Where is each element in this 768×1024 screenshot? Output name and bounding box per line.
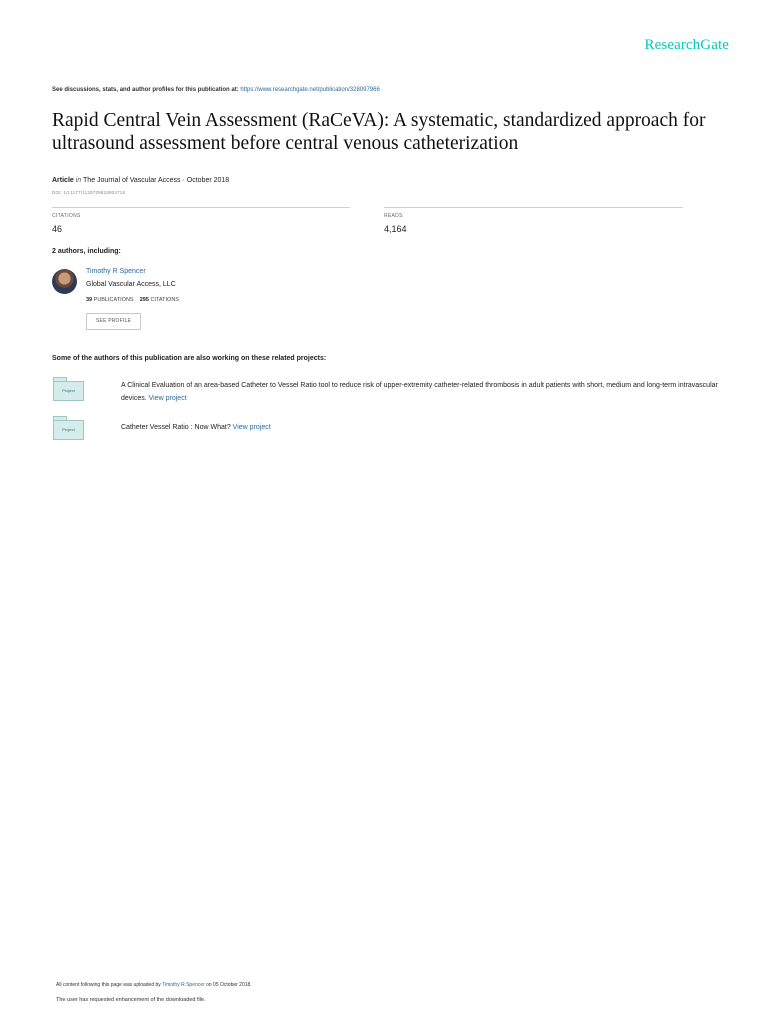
project-item bbox=[121, 421, 721, 434]
view-project-link[interactable]: View project bbox=[148, 395, 187, 402]
reads-label: READS bbox=[384, 213, 403, 219]
article-type: Article bbox=[52, 177, 74, 184]
article-meta bbox=[52, 177, 229, 184]
project-title: Catheter Vessel Ratio : Now What? bbox=[121, 424, 231, 431]
divider-citations bbox=[52, 207, 350, 208]
discussions-line bbox=[52, 87, 380, 93]
project-title: A Clinical Evaluation of an area-based Catheter to Vessel Ratio tool to reduce risk of upper-extremity catheter-related thrombosis in adult patients with short, medium and long-term intravascular devices. bbox=[121, 382, 718, 402]
discussions-label: See discussions, stats, and author profiles for this publication at: bbox=[52, 87, 239, 93]
author-publications-count: 39 bbox=[86, 297, 93, 303]
doi: DOI: 10.1177/1129729818804718 bbox=[52, 190, 126, 195]
upload-prefix: All content following this page was uploaded by bbox=[56, 982, 161, 988]
journal-date: The Journal of Vascular Access · October 2018 bbox=[83, 177, 230, 184]
uploader-link[interactable]: Timothy R Spencer bbox=[162, 982, 205, 988]
paper-title: Rapid Central Vein Assessment (RaCeVA): A systematic, standardized approach for ultrasound assessment before central venous catheterization bbox=[52, 110, 706, 154]
project-item bbox=[121, 379, 721, 405]
upload-suffix: on 05 October 2018. bbox=[206, 982, 252, 988]
upload-note bbox=[56, 982, 252, 988]
author-stats bbox=[86, 297, 179, 303]
avatar[interactable] bbox=[52, 269, 77, 294]
author-institution: Global Vascular Access, LLC bbox=[86, 281, 176, 288]
related-projects-heading: Some of the authors of this publication are also working on these related projects: bbox=[52, 355, 327, 362]
project-folder-icon[interactable]: Project bbox=[53, 381, 84, 401]
article-in: in bbox=[75, 177, 82, 184]
view-project-link[interactable]: View project bbox=[232, 424, 271, 431]
enhancement-note: The user has requested enhancement of the downloaded file. bbox=[56, 997, 206, 1003]
citations-value: 46 bbox=[52, 224, 63, 234]
reads-value: 4,164 bbox=[384, 224, 407, 234]
citations-label: CITATIONS bbox=[52, 213, 81, 219]
publication-url-link[interactable]: https://www.researchgate.net/publication/328097966 bbox=[240, 87, 380, 93]
divider-reads bbox=[384, 207, 683, 208]
researchgate-logo[interactable]: ResearchGate bbox=[644, 37, 729, 53]
project-folder-icon[interactable]: Project bbox=[53, 420, 84, 440]
authors-heading: 2 authors, including: bbox=[52, 248, 121, 255]
author-citations-count: 295 bbox=[139, 297, 149, 303]
author-publications-label: PUBLICATIONS bbox=[93, 297, 134, 303]
see-profile-button[interactable]: SEE PROFILE bbox=[86, 313, 141, 330]
author-name-link[interactable]: Timothy R Spencer bbox=[86, 268, 146, 275]
author-citations-label: CITATIONS bbox=[150, 297, 179, 303]
